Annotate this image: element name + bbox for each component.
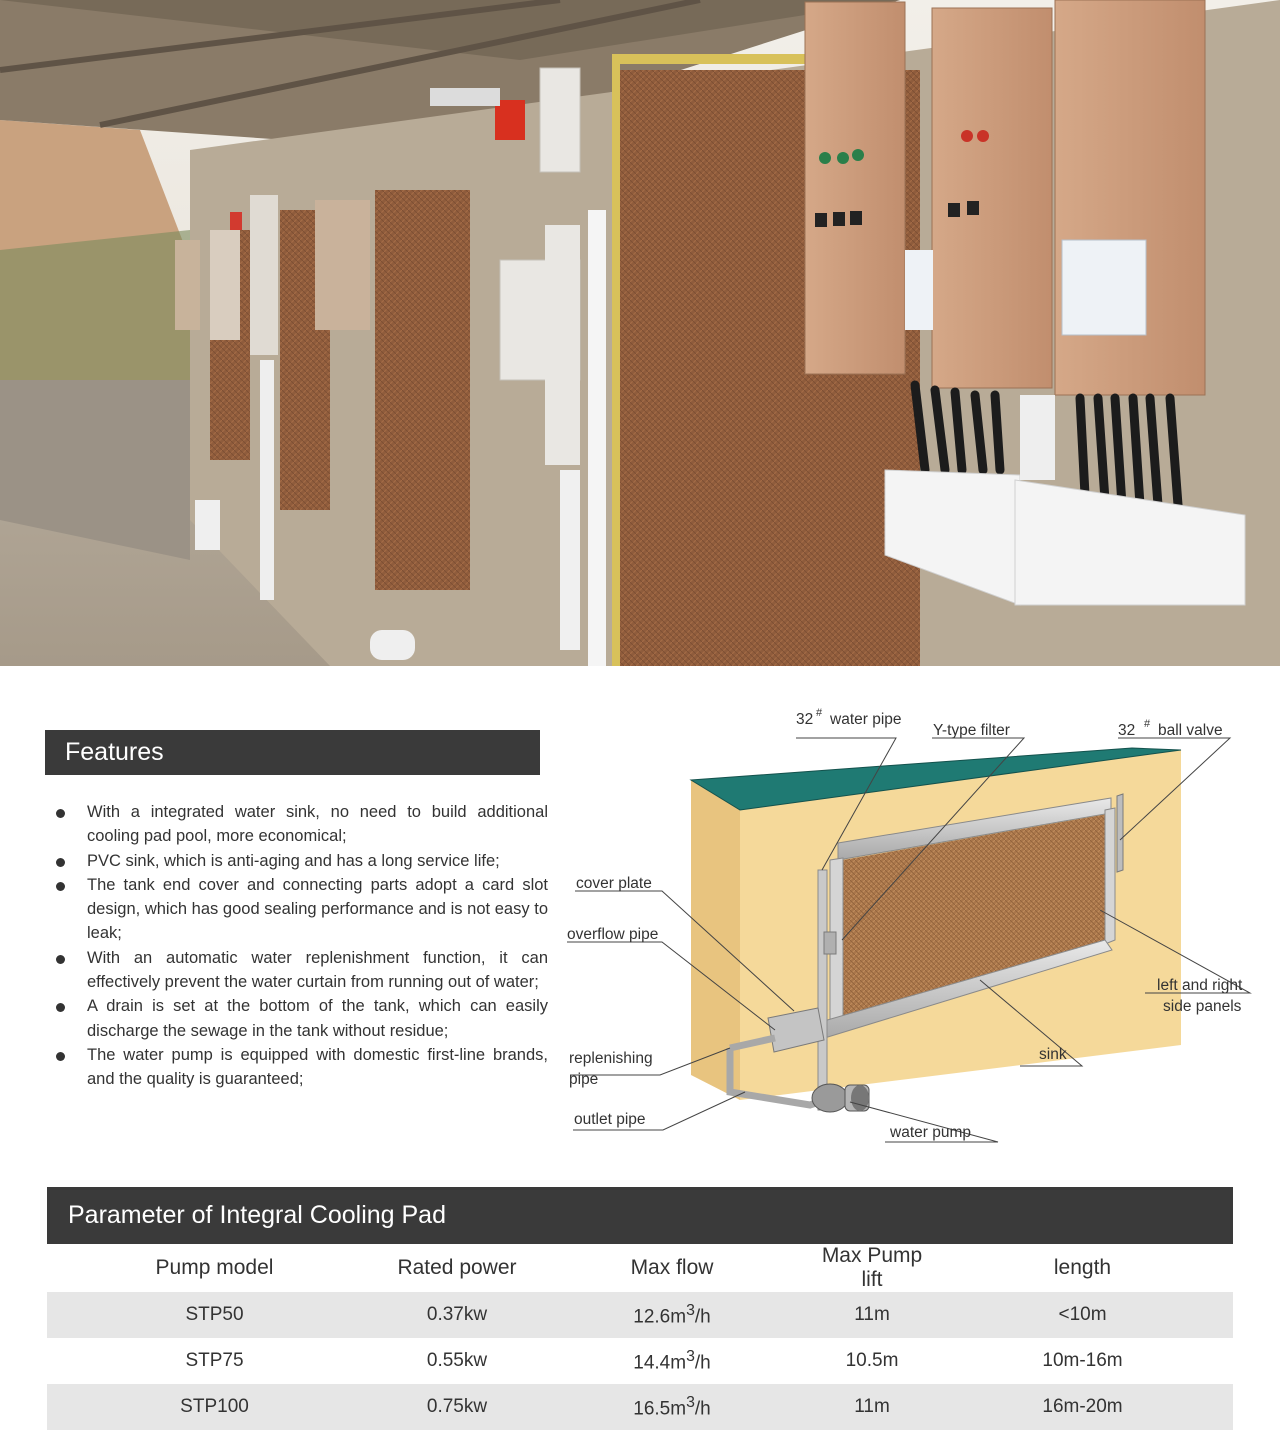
flow-unit-sup: 3 [686, 1301, 695, 1319]
feature-text: With a integrated water sink, no need to build additional cooling pad pool, more economical; [87, 803, 548, 846]
label-ball-valve-num: 32 [1118, 722, 1136, 739]
bullet-icon [56, 809, 65, 818]
cell-flow [532, 1384, 812, 1430]
cell-length: 16m-20m [932, 1384, 1233, 1430]
cell-flow [532, 1292, 812, 1338]
flow-suffix: /h [694, 1352, 711, 1374]
list-item [54, 800, 548, 849]
column-header: Max Pump lift [821, 1244, 923, 1291]
cell-length: 10m-16m [1042, 1350, 1123, 1371]
features-heading: Features [45, 730, 540, 775]
table-row [47, 1384, 1233, 1430]
column-header: Rated power [397, 1256, 517, 1279]
label-overflow-pipe: overflow pipe [567, 926, 659, 943]
bullet-icon [56, 955, 65, 964]
feature-text: The tank end cover and connecting parts adopt a card slot design, which has good sealing performance and is not easy to leak; [87, 875, 548, 943]
list-item [54, 873, 548, 946]
table-row [47, 1292, 1233, 1338]
flow-unit-sup: 3 [686, 1393, 695, 1411]
flow-value: 16.5m [633, 1398, 687, 1420]
list-item [54, 994, 548, 1043]
bullet-icon [56, 1003, 65, 1012]
cell-flow [532, 1338, 812, 1384]
cell-power: 0.37kw [382, 1292, 532, 1338]
label-water-pipe: water pipe [830, 711, 902, 728]
cell-model: STP100 [47, 1384, 382, 1430]
flow-value: 14.4m [633, 1352, 687, 1374]
bullet-icon [56, 882, 65, 891]
column-header: length [1053, 1256, 1112, 1279]
flow-suffix: /h [694, 1306, 711, 1328]
label-hash-2: # [1144, 718, 1151, 730]
cell-lift: 11m [812, 1384, 932, 1430]
label-replenishing-2: pipe [569, 1071, 599, 1088]
label-hash-1: # [816, 707, 823, 719]
column-header: Max flow [630, 1256, 714, 1279]
label-side-panels-2: side panels [1163, 998, 1242, 1015]
table-header-row [47, 1244, 1233, 1292]
feature-text: A drain is set at the bottom of the tank, which can easily discharge the sewage in the tank without residue; [87, 997, 548, 1040]
feature-text: The water pump is equipped with domestic first-line brands, and the quality is guaranteed; [87, 1045, 548, 1089]
label-cover-plate: cover plate [576, 875, 652, 892]
bullet-icon [56, 1052, 65, 1061]
feature-text: With an automatic water replenishment function, it can effectively prevent the water curtain from running out of water; [87, 948, 548, 992]
cell-model: STP50 [47, 1292, 382, 1338]
cell-lift: 10.5m [845, 1350, 899, 1371]
label-side-panels-1: left and right [1157, 977, 1243, 994]
label-outlet-pipe: outlet pipe [574, 1111, 646, 1128]
label-y-filter: Y-type filter [933, 722, 1010, 739]
water-pump [851, 1085, 869, 1111]
hero-illustration [0, 0, 1280, 666]
feature-text: PVC sink, which is anti-aging and has a long service life; [87, 851, 500, 870]
list-item [54, 849, 548, 873]
hero-photo [0, 0, 1280, 666]
cell-power: 0.55kw [426, 1350, 488, 1371]
cell-length: <10m [932, 1292, 1233, 1338]
label-water-pipe-num: 32 [796, 711, 814, 728]
column-header: Pump model [155, 1256, 274, 1279]
bullet-icon [56, 858, 65, 867]
label-ball-valve: ball valve [1158, 722, 1223, 739]
list-item [54, 1043, 548, 1092]
table-row [47, 1338, 1233, 1384]
label-water-pump: water pump [890, 1124, 971, 1141]
cell-power: 0.75kw [382, 1384, 532, 1430]
cell-model: STP75 [185, 1350, 244, 1371]
diagram-svg [560, 700, 1260, 1160]
label-sink: sink [1039, 1046, 1067, 1063]
parameter-table [47, 1244, 1233, 1430]
parameter-heading: Parameter of Integral Cooling Pad [47, 1187, 1233, 1244]
flow-suffix: /h [694, 1398, 711, 1420]
cell-lift: 11m [812, 1292, 932, 1338]
flow-unit-sup: 3 [686, 1347, 695, 1365]
list-item [54, 946, 548, 995]
label-replenishing-1: replenishing [569, 1050, 653, 1067]
flow-value: 12.6m [633, 1306, 687, 1328]
features-list [54, 800, 548, 1092]
cooling-pad-diagram [560, 700, 1260, 1160]
